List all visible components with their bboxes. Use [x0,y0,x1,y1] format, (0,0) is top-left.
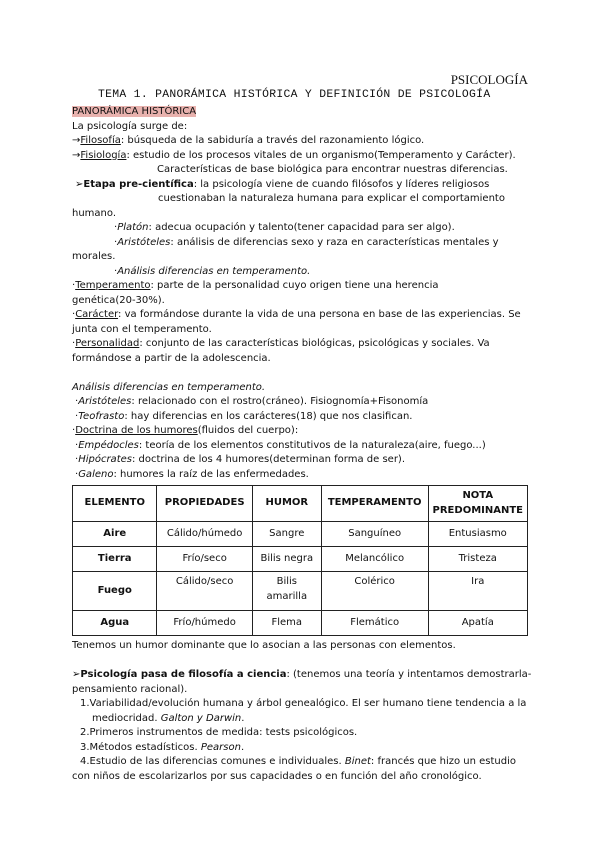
temperamento-line: ·Temperamento: parte de la personalidad cuyo origen tiene una herencia [72,280,439,291]
fisiologia-line: →Fisiología: estudio de los procesos vitales de un organismo(Temperamento y Carácter). [72,149,516,161]
list-item-3: 3.Métodos estadísticos. Pearson. [80,741,245,753]
aristoteles-line: ·Aristóteles: análisis de diferencias sexo y raza en características mentales y [114,236,499,248]
teofrasto-line: ·Teofrasto: hay diferencias en los carácteres(18) que nos clasifican. [75,410,413,422]
section-title-panoramica: PANORÁMICA HISTÓRICA [72,106,197,117]
table-header-row [73,486,528,522]
table-cell: Colérico [321,572,428,611]
table-cell: Sanguíneo [321,522,428,547]
table-cell: Sangre [252,522,321,547]
personalidad-continuation: formándose a partir de la adolescencia. [72,352,271,364]
table-cell: Cálido/húmedo [157,522,252,547]
humors-table [72,485,528,636]
table-header-cell: NOTA PREDOMINANTE [428,486,527,522]
table-row [73,572,528,611]
ciencia-continuation: pensamiento racional). [72,683,188,695]
caracter-line: ·Carácter: va formándose durante la vida de una persona en base de las experiencias. Se [72,309,521,320]
topic-title: TEMA 1. PANORÁMICA HISTÓRICA Y DEFINICIÓN DE PSICOLOGÍA [98,89,491,101]
table-header-cell: HUMOR [252,486,321,522]
table-cell: Fuego [73,572,157,611]
table-cell: Tristeza [428,547,527,572]
platon-line: ·Platón: adecua ocupación y talento(tener capacidad para ser algo). [114,222,455,233]
list-item-4-continuation: con niños de escolarizarlos por sus capacidades o en función del año cronológico. [72,770,482,782]
table-cell: Entusiasmo [428,522,527,547]
table-cell: Cálido/seco [157,572,252,611]
table-row [73,522,528,547]
doctrina-line: ·Doctrina de los humores(fluidos del cuerpo): [72,425,299,436]
document-body [72,105,532,784]
list-item-1: 1.Variabilidad/evolución humana y árbol genealógico. El ser humano tiene tendencia a la [80,698,527,709]
table-cell: Bilis negra [252,547,321,572]
arrow-icon: ➢ [72,669,81,680]
etapa-line: ➢Etapa pre-científica: la psicología viene de cuando filósofos y líderes religiosos [75,178,490,190]
empedocles-line: ·Empédocles: teoría de los elementos constitutivos de la naturaleza(aire, fuego...) [75,439,486,451]
personalidad-line: ·Personalidad: conjunto de las características biológicas, psicológicas y sociales. Va [72,338,490,349]
table-row [73,611,528,636]
hipocrates-line: ·Hipócrates: doctrina de los 4 humores(determinan forma de ser). [75,454,406,465]
aristoteles2-line: ·Aristóteles: relacionado con el rostro(cráneo). Fisiognomía+Fisonomía [75,396,429,407]
table-header-cell: TEMPERAMENTO [321,486,428,522]
table-cell: Flemático [321,611,428,636]
table-cell: Apatía [428,611,527,636]
table-cell: Agua [73,611,157,636]
aristoteles-continuation: morales. [72,251,116,262]
ciencia-line: ➢Psicología pasa de filosofía a ciencia: (tenemos una teoría y intentamos demostrarla- [72,669,532,680]
list-item-2: 2.Primeros instrumentos de medida: tests psicológicos. [80,727,358,738]
temperamento-continuation: genética(20-30%). [72,294,165,306]
list-item-4: 4.Estudio de las diferencias comunes e individuales. Binet: francés que hizo un estudio [80,756,517,767]
table-cell: Frío/seco [157,547,252,572]
table-cell: Ira [428,572,527,611]
caracter-continuation: junta con el temperamento. [72,323,212,335]
after-table-text: Tenemos un humor dominante que lo asocian a las personas con elementos. [72,640,456,651]
subject-title: PSICOLOGÍA [450,72,528,87]
table-row [73,547,528,572]
table-cell: Flema [252,611,321,636]
list-item-1-continuation: mediocridad. Galton y Darwin. [92,712,245,724]
filosofia-line: →Filosofía: búsqueda de la sabiduría a través del razonamiento lógico. [72,135,425,146]
intro-line: La psicología surge de: [72,120,188,132]
galeno-line: ·Galeno: humores la raíz de las enfermedades. [75,468,309,480]
etapa-continuation: cuestionaban la naturaleza humana para explicar el comportamiento [158,193,505,204]
analisis-line: ·Análisis diferencias en temperamento. [114,265,311,277]
table-cell: Aire [73,522,157,547]
fisiologia-continuation: Características de base biológica para encontrar nuestras diferencias. [157,164,508,175]
section-title-analisis: Análisis diferencias en temperamento. [72,381,266,393]
etapa-continuation-2: humano. [72,207,117,219]
table-cell: Frío/húmedo [157,611,252,636]
table-cell: Melancólico [321,547,428,572]
table-header-cell: PROPIEDADES [157,486,252,522]
table-cell: Bilis amarilla [252,572,321,611]
table-header-cell: ELEMENTO [73,486,157,522]
table-cell: Tierra [73,547,157,572]
arrow-icon: ➢ [75,178,84,190]
